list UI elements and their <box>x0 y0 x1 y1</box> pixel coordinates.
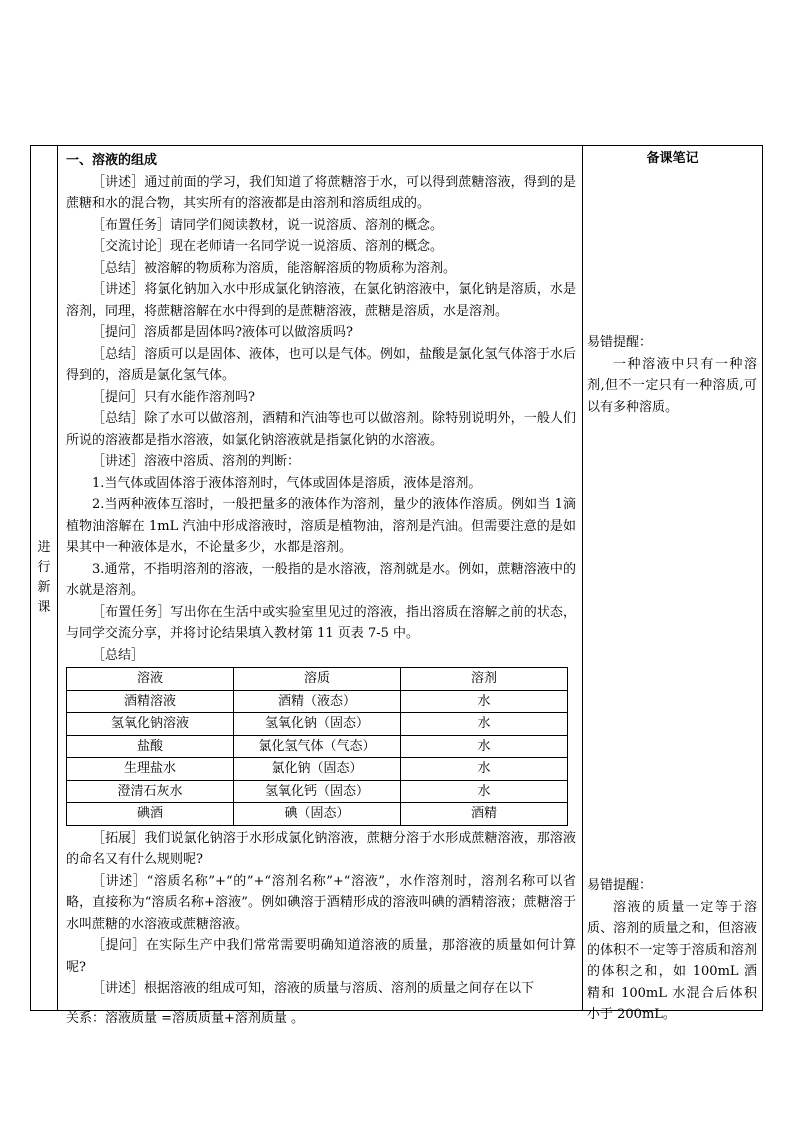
table-cell: 酒精 <box>401 803 568 826</box>
table-row <box>67 690 568 713</box>
lesson-content <box>66 150 576 1029</box>
solution-table <box>66 667 568 826</box>
column-header: 溶液 <box>67 668 234 691</box>
error-tip-label: 易错提醒： <box>587 335 653 350</box>
table-cell: 酒精（液态） <box>234 690 401 713</box>
table-cell: 盐酸 <box>67 735 234 758</box>
table-row <box>67 735 568 758</box>
table-cell: 水 <box>401 690 568 713</box>
paragraph: 2.当两种液体互溶时，一般把量多的液体作为溶剂，量少的液体作溶质。例如当 1滴植物油溶解在 1mL 汽油中形成溶液时，溶质是植物油，溶剂是汽油。但需要注意的是如果其中一种液体是水，不论量多少，水都是溶剂。 <box>66 497 576 555</box>
table-cell: 酒精溶液 <box>67 690 234 713</box>
paragraph: ［总结］除了水可以做溶剂，酒精和汽油等也可以做溶剂。除特别说明外，一般人们所说的溶液都是指水溶液，如氯化钠溶液就是指氯化钠的水溶液。 <box>66 411 576 448</box>
table-cell: 氢氧化钠（固态） <box>234 713 401 736</box>
lesson-notes-column <box>583 145 763 1022</box>
table-cell: 碘酒 <box>67 803 234 826</box>
paragraph: ［提问］溶质都是固体吗?液体可以做溶质吗? <box>92 325 353 340</box>
side-column <box>31 146 58 1010</box>
formula-line: 关系：溶液质量 =溶质质量+溶剂质量 。 <box>66 1010 305 1026</box>
table-row <box>67 758 568 781</box>
section-label-char: 行 <box>37 560 51 575</box>
table-row <box>67 803 568 826</box>
paragraph: ［总结］ <box>92 647 145 663</box>
table-cell: 氯化钠（固态） <box>234 758 401 781</box>
section-label <box>36 538 52 618</box>
section-label-char: 进 <box>37 540 51 555</box>
paragraph: 1.当气体或固体溶于液体溶剂时，气体或固体是溶质，液体是溶剂。 <box>92 475 482 491</box>
table-cell: 水 <box>401 758 568 781</box>
paragraph: ［讲述］溶液中溶质、溶剂的判断： <box>92 454 301 469</box>
table-row <box>67 713 568 736</box>
column-header: 溶质 <box>234 668 401 691</box>
paragraph: ［总结］溶质可以是固体、液体，也可以是气体。例如，盐酸是氯化氢气体溶于水后得到的，溶质是氯化氢气体。 <box>66 346 576 383</box>
paragraph: ［提问］在实际生产中我们常常需要明确知道溶液的质量，那溶液的质量如何计算呢? <box>66 938 576 975</box>
column-header: 溶剂 <box>401 668 568 691</box>
table-cell: 澄清石灰水 <box>67 780 234 803</box>
error-tip-label: 易错提醒： <box>587 878 653 893</box>
table-cell: 生理盐水 <box>67 758 234 781</box>
table-cell: 水 <box>401 713 568 736</box>
table-cell: 碘（固态） <box>234 803 401 826</box>
table-row <box>67 780 568 803</box>
paragraph: ［布置任务］请同学们阅读教材，说一说溶质、溶剂的概念。 <box>92 217 444 233</box>
section-label-char: 课 <box>37 600 51 615</box>
error-tip-text: 一种溶液中只有一种溶剂,但不一定只有一种溶质,可以有多种溶质。 <box>587 356 757 415</box>
section-label-char: 新 <box>37 580 51 595</box>
paragraph: ［讲述］根据溶液的组成可知，溶液的质量与溶质、溶剂的质量之间存在以下 <box>92 981 535 996</box>
table-cell: 氯化氢气体（气态） <box>234 735 401 758</box>
paragraph: ［布置任务］写出你在生活中或实验室里见过的溶液，指出溶质在溶解之前的状态，与同学交流分享，并将讨论结果填入教材第 11 页表 7-5 中。 <box>66 604 576 641</box>
paragraph: ［讲述］“溶质名称”+“的”+“溶剂名称”+“溶液”，水作溶剂时，溶剂名称可以省略，直接称为“溶质名称+溶液”。例如碘溶于酒精形成的溶液叫碘的酒精溶液；蔗糖溶于水叫蔗糖的水溶液或蔗糖溶液。 <box>66 873 576 932</box>
section-heading: 一、溶液的组成 <box>66 153 158 168</box>
paragraph: ［拓展］我们说氯化钠溶于水形成氯化钠溶液，蔗糖分溶于水形成蔗糖溶液，那溶液的命名又有什么规则呢? <box>66 830 576 867</box>
paragraph: 3.通常，不指明溶剂的溶液，一般指的是水溶液，溶剂就是水。例如，蔗糖溶液中的水就是溶剂。 <box>66 561 576 598</box>
table-cell: 氢氧化钙（固态） <box>234 780 401 803</box>
notes-title: 备课笔记 <box>646 151 699 166</box>
paragraph: ［交流讨论］现在老师请一名同学说一说溶质、溶剂的概念。 <box>92 239 444 254</box>
error-tip-2 <box>587 875 757 1026</box>
table-cell: 水 <box>401 735 568 758</box>
paragraph: ［讲述］将氯化钠加入水中形成氯化钠溶液，在氯化钠溶液中，氯化钠是溶质，水是溶剂，同理，将蔗糖溶解在水中得到的是蔗糖溶液，蔗糖是溶质，水是溶剂。 <box>66 282 576 319</box>
paragraph: ［总结］被溶解的物质称为溶质，能溶解溶质的物质称为溶剂。 <box>92 260 457 276</box>
lesson-frame <box>30 145 583 1026</box>
error-tip-text: 溶液的质量一定等于溶质、溶剂的质量之和，但溶液的体积不一定等于溶质和溶剂的体积之和，如 100mL 酒精和 100mL 水混合后体积小于 200mL。 <box>587 899 757 1022</box>
table-cell: 水 <box>401 780 568 803</box>
paragraph: ［讲述］通过前面的学习，我们知道了将蔗糖溶于水，可以得到蔗糖溶液，得到的是蔗糖和水的混合物，其实所有的溶液都是由溶剂和溶质组成的。 <box>66 174 576 211</box>
paragraph: ［提问］只有水能作溶剂吗? <box>92 389 255 405</box>
table-cell: 氢氧化钠溶液 <box>67 713 234 736</box>
error-tip-1 <box>587 332 757 418</box>
table-header-row <box>67 668 568 691</box>
